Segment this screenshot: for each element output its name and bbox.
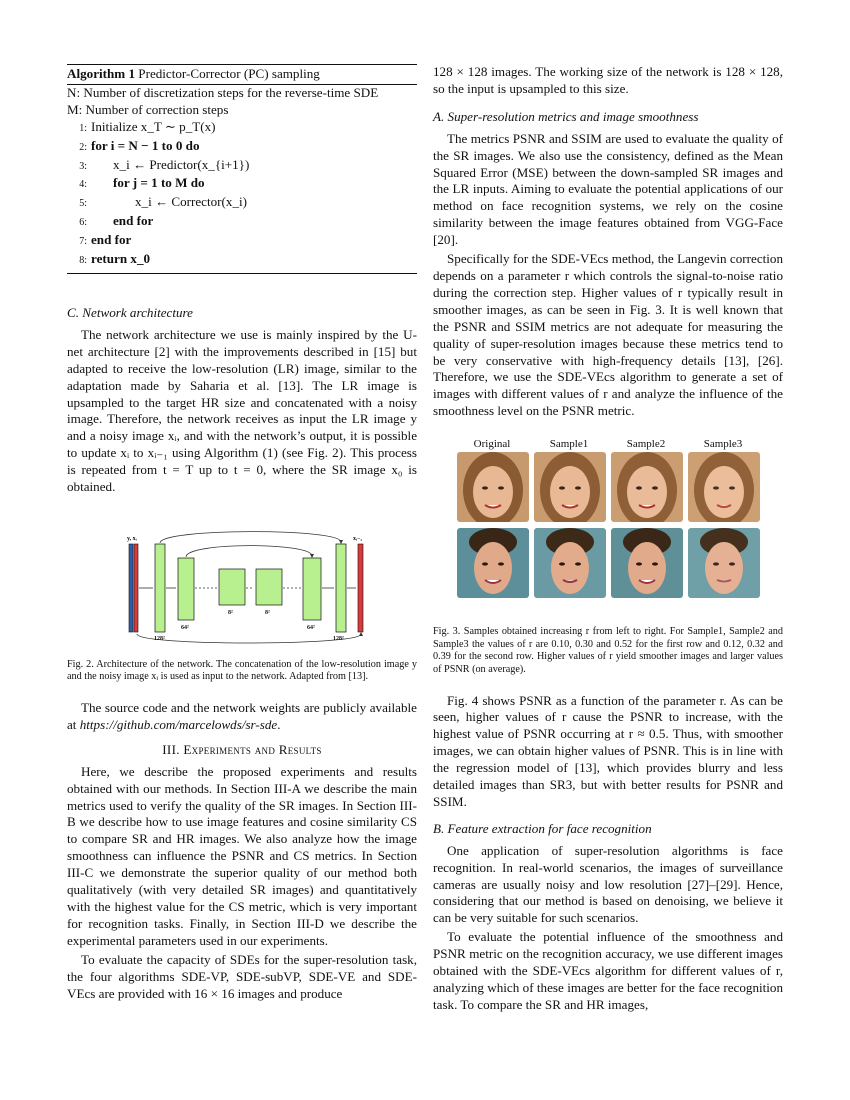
- algorithm-input-m: M: Number of correction steps: [67, 101, 229, 117]
- algorithm-line-5: 5: x_i ← Corrector(x_i): [79, 194, 247, 210]
- face-man-sample2: [611, 528, 683, 598]
- algorithm-line-6: 6: end for: [79, 213, 154, 229]
- network-architecture-diagram: [67, 530, 417, 648]
- source-code-paragraph: The source code and the network weights are publicly available at https://github.com/marcelowds/sr-sde.: [67, 700, 417, 732]
- continuation-paragraph: 128 × 128 images. The working size of the network is 128 × 128, so the input is upsampled to this size.: [433, 64, 783, 96]
- heading-section-b: B. Feature extraction for face recognition: [433, 820, 652, 836]
- algorithm-box: [67, 64, 417, 274]
- label-128-right: 128²: [333, 635, 344, 642]
- face-man-original: [457, 528, 529, 598]
- label-sample2: Sample2: [626, 438, 666, 451]
- label-64-left: 64²: [181, 624, 189, 631]
- smoothness-paragraph: Specifically for the SDE-VEcs method, the Langevin correction depends on a parameter r which controls the signal-to-noise ratio during the correction step. Higher values of r typically result in smoother images, as can be seen in Fig. 3. It is well known that the PSNR and SSIM metrics are not adequate for measuring the quality of super-resolution images because these metrics tend to be very conservative with high-frequency details [13], [26]. Therefore, we use the SDE-VEcs algorithm to generate a set of images with different values of r and analyze the influence of the smoothness level on the PSNR metric.: [433, 251, 783, 419]
- right-column: [433, 64, 783, 1014]
- label-original: Original: [473, 438, 511, 451]
- metrics-paragraph: The metrics PSNR and SSIM are used to evaluate the quality of the SR images. We also use the consistency, defined as the Mean Squared Error (MSE) between the down-sampled SR images and the LR inputs. Aiming to evaluate the potential applications of our method on face recognition systems, we rely on the cosine similarity between the image features obtained from VGG-Face [20].: [433, 130, 783, 248]
- label-64-right: 64²: [307, 624, 315, 631]
- face-woman-sample2: [611, 452, 683, 522]
- section-title: III. Experiments and Results: [162, 741, 322, 757]
- algorithm-line-1: 1: Initialize x_T ∼ p_T(x): [79, 118, 216, 134]
- label-8-right: 8²: [265, 609, 270, 616]
- block-128-right: [336, 544, 346, 632]
- face-woman-sample3: [688, 452, 760, 522]
- label-128-left: 128²: [154, 635, 165, 642]
- block-64-left: [178, 558, 194, 620]
- input-label: y, xᵢ: [127, 535, 137, 542]
- experiments-paragraph-1: Here, we describe the proposed experiments and results obtained with our methods. In Section III-A we describe the main metrics used to verify the quality of the SR images. In Section III-B we describe how to use image features and cosine similarity CS to compare SR and HR images. We also analyze how the image smoothness can influence the PSNR and CS metrics. In Section III-C we demonstrate the superior quality of our method both qualitatively (with very detailed SR images) and quantitatively with the highest value for the CS metric, which is very important for recognition tasks. Finally, in Section III-D we describe the experimental parameters used in our experiments.: [67, 763, 417, 948]
- face-recognition-paragraph-2: To evaluate the potential influence of the smoothness and PSNR metric on the recognition accuracy, we use different images obtained with the SDE-VEcs algorithm for different values of r, analyzing which of these images are better for the face recognition task. To compare the SR and HR images,: [433, 929, 783, 1012]
- algorithm-title: [67, 65, 417, 85]
- label-8-left: 8²: [228, 609, 233, 616]
- block-8-left: [219, 569, 245, 605]
- label-sample1: Sample1: [549, 438, 589, 451]
- face-woman-sample1: [534, 452, 606, 522]
- network-architecture-paragraph: The network architecture we use is mainly inspired by the U-net architecture [2] with the improvements described in [15] but adapted to receive the low-resolution (LR) image, similar to the adaptation made by Saharia et al. [13]. The LR image is upsampled to the target HR size and concatenated with a noisy image. Therefore, the network receives as input the LR image y and a noisy image xᵢ, and with the network’s output, it is possible to update xᵢ to xᵢ₋₁ using Algorithm (1) (see Fig. 2). This process is repeated from t = T up to t = 0, where the SR image x₀ is obtained.: [67, 326, 417, 495]
- algorithm-line-2: 2: for i = N − 1 to 0 do: [79, 137, 200, 153]
- algorithm-label: Algorithm 1: [67, 66, 136, 81]
- label-sample3: Sample3: [703, 438, 743, 451]
- sample-faces-figure: [433, 436, 783, 626]
- fig3-caption: Fig. 3. Samples obtained increasing r from left to right. For Sample1, Sample2 and Sample3 the values of r are 0.10, 0.30 and 0.52 for the first row and 0.12, 0.32 and 0.39 for the second row. Higher values of r yield smoother images and larger values of PSNR (on average).: [433, 626, 783, 675]
- block-8-right: [256, 569, 282, 605]
- algorithm-line-4: 4: for j = 1 to M do: [79, 175, 205, 191]
- fig4-paragraph: Fig. 4 shows PSNR as a function of the parameter r. As can be seen, higher values of r cause the PSNR to increase, with the highest value of PSNR occurring at r ≈ 0.5. Thus, with smoother images, we can obtain higher values of PSNR. This is in line with the regression model of [13], which provides blurry and less detailed images than SR3, but with better results for PSNR and SSIM.: [433, 692, 783, 809]
- left-column: [67, 64, 417, 1002]
- output-bar-red: [358, 544, 363, 632]
- block-64-right: [303, 558, 321, 620]
- input-bar-red: [134, 544, 138, 632]
- face-man-sample3: [688, 528, 760, 598]
- output-label: xᵢ₋₁: [353, 535, 363, 542]
- algorithm-title-text: Predictor-Corrector (PC) sampling: [138, 66, 320, 81]
- algorithm-input-n: N: Number of discretization steps for the reverse-time SDE: [67, 84, 379, 100]
- heading-section-a: A. Super-resolution metrics and image smoothness: [433, 108, 699, 124]
- flow-arrows: [137, 532, 361, 643]
- algorithm-line-8: 8: return x_0: [79, 251, 151, 267]
- block-128-left: [155, 544, 165, 632]
- fig2-caption: Fig. 2. Architecture of the network. The concatenation of the low-resolution image y and the noisy image xᵢ is used as input to the network. Adapted from [13].: [67, 658, 417, 683]
- network-architecture-heading: C. Network architecture: [67, 304, 193, 320]
- algorithm-line-3: 3: x_i ← Predictor(x_{i+1}): [79, 156, 250, 172]
- face-woman-original: [457, 452, 529, 522]
- input-bar-blue: [129, 544, 133, 632]
- face-man-sample1: [534, 528, 606, 598]
- experiments-paragraph-2: To evaluate the capacity of SDEs for the super-resolution task, the four algorithms SDE-VP, SDE-subVP, SDE-VE and SDE-VEcs are provided with 16 × 16 images and produce: [67, 951, 417, 1001]
- algorithm-line-7: 7: end for: [79, 232, 132, 248]
- source-code-link[interactable]: https://github.com/marcelowds/sr-sde: [79, 716, 278, 732]
- face-recognition-paragraph-1: One application of super-resolution algorithms is face recognition. In real-world scenarios, the images of surveillance cameras are usually noisy and low resolution [27]–[29]. Hence, considering that our method is based on denoising, we believe it can be very suitable for such scenarios.: [433, 842, 783, 926]
